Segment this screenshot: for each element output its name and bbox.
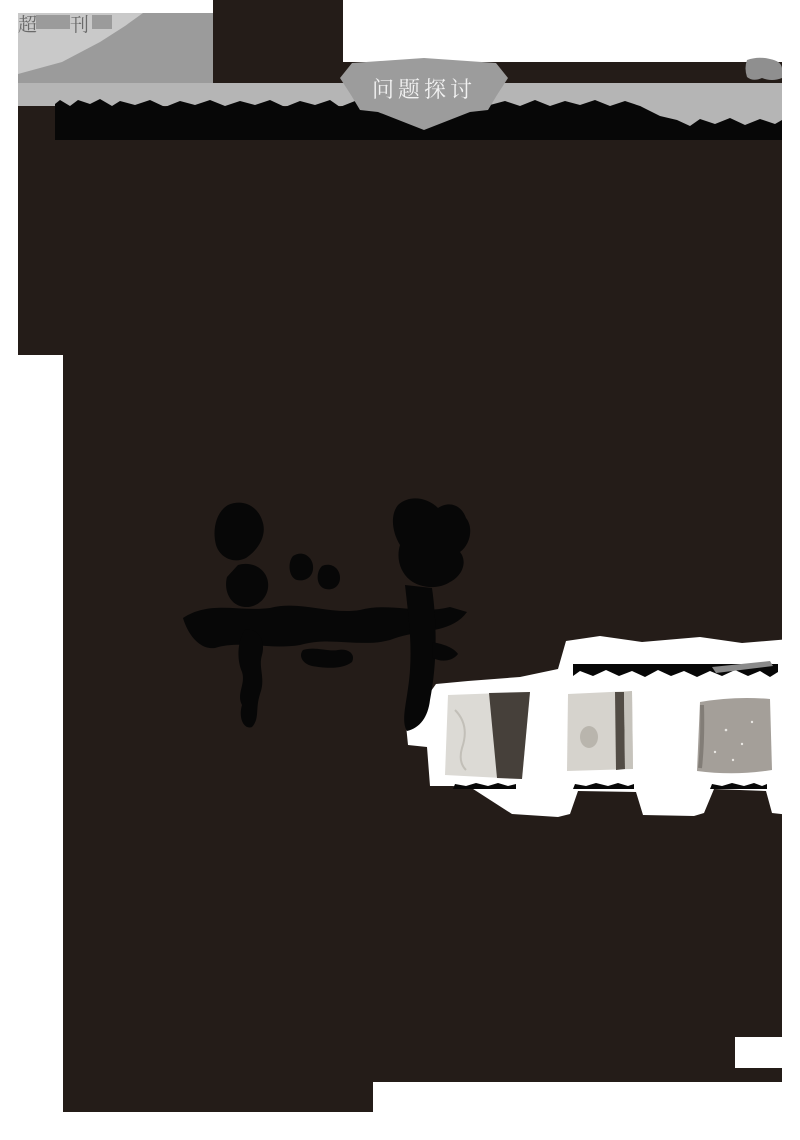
logo-obscured-char-block-1 <box>36 15 70 29</box>
logo-char-chao: 超 <box>18 15 38 36</box>
stone-seal-photo-1 <box>445 692 530 779</box>
photo3-edge-shade <box>700 705 702 768</box>
topic-badge-label: 问题探讨 <box>371 77 477 102</box>
stone-seal-photo-2 <box>567 691 633 771</box>
photo2-dark-band <box>615 692 625 770</box>
bottom-right-notch <box>735 1037 782 1068</box>
logo-char-kan: 刊 <box>70 15 90 36</box>
journal-logo <box>18 13 213 83</box>
corner-logo-blob <box>746 58 783 80</box>
photo2-smudge <box>580 726 598 748</box>
photo3-face <box>697 698 772 773</box>
photo2-edge-face <box>624 691 633 769</box>
stone-seal-photo-3 <box>697 698 772 773</box>
logo-obscured-char-block-2 <box>92 15 112 29</box>
